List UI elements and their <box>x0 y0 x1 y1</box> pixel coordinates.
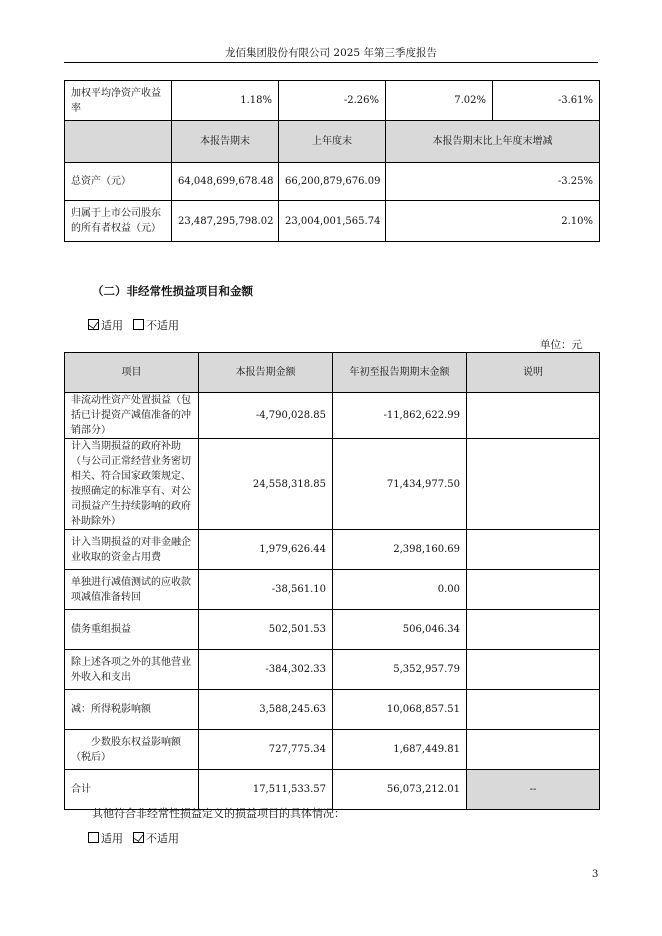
section-title: （二）非经常性损益项目和金额 <box>92 284 253 298</box>
checkbox-checked-icon[interactable] <box>133 832 144 843</box>
column-header: 项目 <box>65 353 199 393</box>
cell-value: 23,004,001,565.74 <box>279 201 386 242</box>
table-row <box>65 81 600 121</box>
cell-note <box>467 690 600 730</box>
checkbox-checked-icon[interactable] <box>88 319 99 330</box>
row-label: 债务重组损益 <box>65 610 199 650</box>
cell-value: 2.10% <box>386 201 600 242</box>
table-row <box>65 570 600 610</box>
cell-current: -384,302.33 <box>199 650 333 690</box>
row-label: 除上述各项之外的其他营业外收入和支出 <box>65 650 199 690</box>
page-header: 龙佰集团股份有限公司 2025 年第三季度报告 <box>64 46 598 63</box>
cell-current: 24,558,318.85 <box>199 439 333 530</box>
row-label: 非流动性资产处置损益（包括已计提资产减值准备的冲销部分） <box>65 393 199 439</box>
column-header: 本报告期末比上年度末增减 <box>386 121 600 163</box>
applicability-options <box>88 318 179 334</box>
header-cell-empty <box>65 121 172 163</box>
cell-current: 3,588,245.63 <box>199 690 333 730</box>
cell-value: -2.26% <box>279 81 386 121</box>
option-label: 适用 <box>101 319 123 332</box>
row-label: 归属于上市公司股东的所有者权益（元） <box>65 201 172 242</box>
cell-ytd: 5,352,957.79 <box>333 650 467 690</box>
table-row <box>65 610 600 650</box>
cell-ytd: 10,068,857.51 <box>333 690 467 730</box>
cell-value: -3.61% <box>493 81 600 121</box>
row-label: 单独进行减值测试的应收款项减值准备转回 <box>65 570 199 610</box>
option-label: 不适用 <box>146 832 179 845</box>
cell-ytd: -11,862,622.99 <box>333 393 467 439</box>
row-label: 减：所得税影响额 <box>65 690 199 730</box>
table-row <box>65 730 600 770</box>
cell-note <box>467 650 600 690</box>
row-label: 总资产（元） <box>65 163 172 201</box>
cell-current: 727,775.34 <box>199 730 333 770</box>
table-row <box>65 201 600 242</box>
cell-ytd: 506,046.34 <box>333 610 467 650</box>
table-header-row <box>65 121 600 163</box>
column-header: 本报告期金额 <box>199 353 333 393</box>
table-row <box>65 650 600 690</box>
cell-note <box>467 530 600 570</box>
option-label: 适用 <box>101 832 123 845</box>
cell-value: 64,048,699,678.48 <box>172 163 279 201</box>
unit-label: 单位：元 <box>540 339 582 351</box>
key-financials-table <box>64 80 600 242</box>
cell-ytd: 2,398,160.69 <box>333 530 467 570</box>
column-header: 本报告期末 <box>172 121 279 163</box>
cell-value: 7.02% <box>386 81 493 121</box>
cell-note <box>467 439 600 530</box>
table-row <box>65 530 600 570</box>
table-header-row <box>65 353 600 393</box>
cell-value: -3.25% <box>386 163 600 201</box>
checkbox-empty-icon[interactable] <box>88 832 99 843</box>
cell-note: -- <box>467 770 600 810</box>
footnote-text: 其他符合非经常性损益定义的损益项目的具体情况： <box>92 807 345 820</box>
cell-ytd: 0.00 <box>333 570 467 610</box>
row-label: 少数股东权益影响额（税后） <box>65 730 199 770</box>
table-row-total <box>65 770 600 810</box>
table-row <box>65 439 600 530</box>
cell-ytd: 71,434,977.50 <box>333 439 467 530</box>
table-row <box>65 163 600 201</box>
cell-value: 1.18% <box>172 81 279 121</box>
option-label: 不适用 <box>146 319 179 332</box>
page-number: 3 <box>592 869 599 880</box>
table-row <box>65 393 600 439</box>
cell-ytd: 1,687,449.81 <box>333 730 467 770</box>
footnote-applicability-options <box>88 831 179 847</box>
cell-note <box>467 610 600 650</box>
row-label: 加权平均净资产收益率 <box>65 81 172 121</box>
cell-current: -4,790,028.85 <box>199 393 333 439</box>
table-row <box>65 690 600 730</box>
non-recurring-items-table <box>64 352 600 810</box>
cell-current: 1,979,626.44 <box>199 530 333 570</box>
row-label: 计入当期损益的政府补助（与公司正常经营业务密切相关、符合国家政策规定、按照确定的标准享有、对公司损益产生持续影响的政府补助除外） <box>65 439 199 530</box>
cell-note <box>467 570 600 610</box>
column-header: 年初至报告期期末金额 <box>333 353 467 393</box>
cell-note <box>467 393 600 439</box>
cell-current: 502,501.53 <box>199 610 333 650</box>
cell-ytd: 56,073,212.01 <box>333 770 467 810</box>
cell-current: -38,561.10 <box>199 570 333 610</box>
row-label: 计入当期损益的对非金融企业收取的资金占用费 <box>65 530 199 570</box>
cell-value: 23,487,295,798.02 <box>172 201 279 242</box>
column-header: 上年度末 <box>279 121 386 163</box>
row-label: 合计 <box>65 770 199 810</box>
cell-current: 17,511,533.57 <box>199 770 333 810</box>
cell-value: 66,200,879,676.09 <box>279 163 386 201</box>
column-header: 说明 <box>467 353 600 393</box>
cell-note <box>467 730 600 770</box>
checkbox-empty-icon[interactable] <box>133 319 144 330</box>
